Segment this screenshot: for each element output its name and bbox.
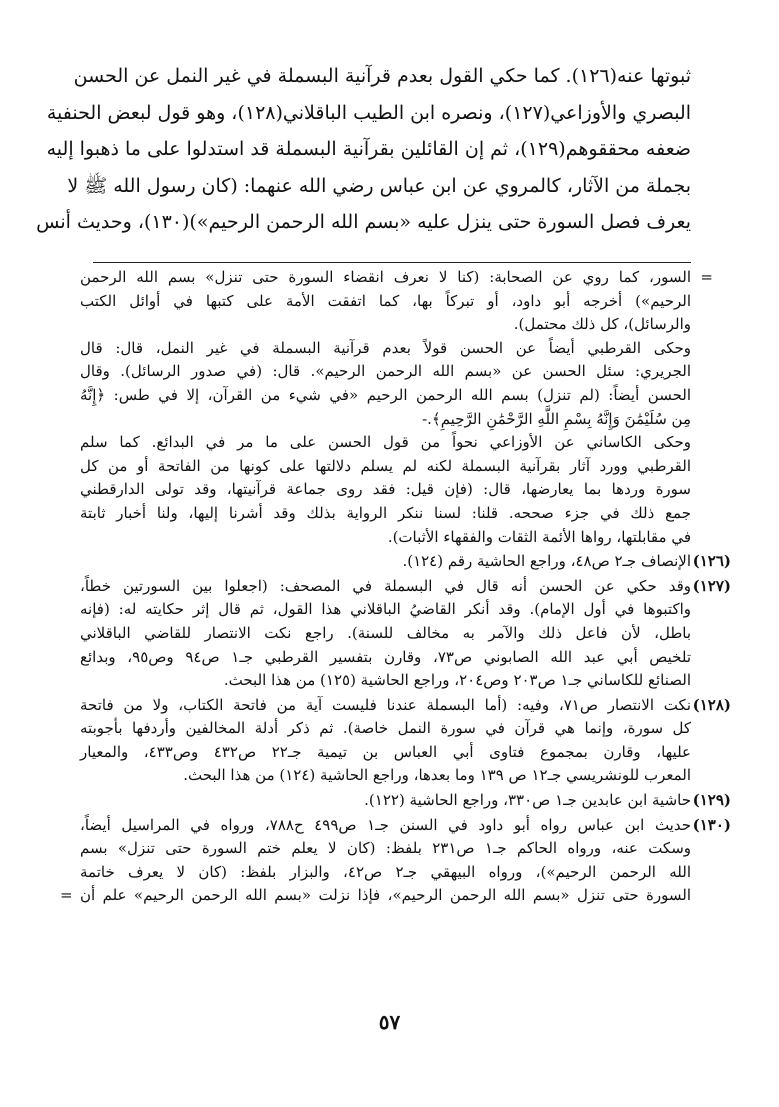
footnote-line: وسكت عنه، ورواه الحاكم جـ١ ص٢٣١ بلفظ: (كان لا يعلم ختم السورة حتى تنزل» بسم [80,839,692,858]
footnote-number: (١٢٧) [692,576,731,595]
note-line: والرسائل)، كل ذلك محتمل). [513,315,691,334]
footnote-number: (١٢٨) [692,695,731,714]
footnote-128 [80,694,731,788]
footnote-line: الإنصاف جـ٢ ص٤٨، وراجع الحاشية رقم (١٢٤). [402,552,691,571]
footnote-line: عليها، وقارن بمجموع فتاوى أبي العباس بن تيمية جـ٢٢ ص٤٣٢ وص٤٣٣، والمعيار [80,742,692,761]
note-line: الرحيم») أخرجه أبو داود، أو تبركاً بها، كما اتفقت الأمة على كتبها في أوائل الكتب [80,291,691,310]
footnote-line: وقد حكي عن الحسن أنه قال في البسملة في المصحف: (اجعلوا بين السورتين خطاً، [80,576,691,595]
main-text [36,58,691,241]
footnote-number: (١٢٩) [692,791,731,810]
note-line: جمع ذلك في جزء صححه. قلنا: لسنا ننكر الرواية بذلك وقد أشرنا إليها، ولنا أخبار ثابتة [80,503,691,522]
footnote-line: حديث ابن عباس رواه أبو داود في السنن جـ١ ص٤٩٩ ح٧٨٨، ورواه في المراسيل أيضاً، [80,815,692,834]
footnote-line: تلخيص أبي عبد الله الصابوني ص٧٣، وقارن بتفسير القرطبي جـ١ ص٩٤ وص٩٥، وبدائع [80,647,692,666]
main-line: يعرف فصل السورة حتى ينزل عليه «بسم الله الرحمن الرحيم»)(١٣٠)، وحديث أنس [36,211,691,233]
note-line: وحكى الكاساني عن الأوزاعي نحواً من قول الحسن على ما مر في البدائع. كما سلم [80,433,691,452]
note-line: السور، كما روي عن الصحابة: (كنا لا نعرف انقضاء السورة حتى تنزل» بسم الله الرحمن [80,268,691,286]
note-line: القرطبي وورد آثار بقرآنية البسملة لكنه لم يسلم دلالتها على كونها من الفاتحة أو من كل [80,456,691,475]
footnote-line: الله الرحمن الرحيم»)، ورواه البيهقي جـ٢ ص٤٢، والبزار بلفظ: (كان لا يعرف خاتمة [80,862,691,881]
main-line: البصري والأوزاعي(١٢٧)، ونصره ابن الطيب الباقلاني(١٢٨)، وهو قول لبعض الحنفية [46,101,691,124]
note-line: الحسن أيضاً: (لم تنزل) بسم الله الرحمن الرحيم «في شيء من القرآن، إلا في طس: ﴿إِنَّهُ [80,385,691,404]
footnote-separator [93,262,691,263]
footnote-line: المعرب للونشريسي جـ١٢ ص ١٣٩ وما بعدها، وراجع الحاشية (١٢٤) من هذا البحث. [183,766,691,785]
note-paragraph [80,266,691,337]
footnote-number: (١٣٠) [692,815,731,834]
note-line: في مقابلتها، رواها الأئمة الثقات والفقهاء الأثبات). [387,527,691,546]
footnote-number: (١٢٦) [692,552,731,571]
footnote-126 [80,550,731,574]
footnote-line: كل سورة، وإنما هي قرآن في سورة النمل خاصة). ثم ذكر أدلة المخالفين وأردفها بأجوبته [80,719,691,738]
footnote-line: باطل، لأن فاعل ذلك والآمر به مخالف للسنة). راجع نكت الانتصار للقاضي الباقلاني [80,623,691,642]
note-paragraph [80,431,691,549]
footnote-line: حاشية ابن عابدين جـ١ ص٣٣٠، وراجع الحاشية (١٢٢). [364,791,691,810]
note-line: وحكى القرطبي أيضاً عن الحسن قولاً بعدم قرآنية البسملة في غير النمل، قال: قال [80,338,691,357]
footnote-line: واكتبوها في أول الإمام). وقد أنكر القاضيُ الباقلاني هذا القول، ثم قال إثر حكايته له: (فإنه [80,600,691,619]
main-line: ضعفه محققوهم(١٢٩)، ثم إن القائلين بقرآنية البسملة قد استدلوا على ما ذهبوا إليه [46,138,691,160]
page-number: ٥٧ [378,1010,401,1034]
footnote-line: السورة حتى تنزل «بسم الله الرحمن الرحيم»، فإذا نزلت «بسم الله الرحمن الرحيم» علم أن [80,886,691,905]
main-line: بجملة من الآثار، كالمروي عن ابن عباس رضي الله عنهما: (كان رسول الله ﷺ لا [67,174,691,197]
quran-verse-line: مِن سُلَيْمَٰنَ وَإِنَّهُ بِسْمِ اللَّهِ الرَّحْمَٰنِ الرَّحِيمِ﴾.- [422,409,691,428]
note-line: الجريري: سئل الحسن عن «بسم الله الرحمن الرحيم». قال: (في صدور الرسائل). وقال [80,362,691,381]
footnote-line: نكت الانتصار ص٧١، وفيه: (أما البسملة عندنا فليست آية من فاتحة الكتاب، ولا من فاتحة [80,695,691,714]
footnote-line: الصنائع للكاساني جـ١ ص٢٠٣ وص٢٠٤، وراجع الحاشية (١٢٥) من هذا البحث. [223,671,691,690]
note-paragraph [80,337,691,431]
main-line: ثبوتها عنه(١٢٦). كما حكي القول بعدم قرآنية البسملة في غير النمل عن الحسن [73,65,691,87]
footnotes-section [60,266,731,908]
continuation-mark: = [700,268,713,286]
footnote-129 [80,789,731,813]
footnote-127 [80,575,731,693]
note-line: سورة وردها بما يعارضها، قال: (فإن قيل: فقد روى جماعة قرآنيتها، وقد تولى الدارقطني [80,480,691,499]
footnote-130 [60,814,731,908]
continuation-mark-end: = [60,886,73,905]
